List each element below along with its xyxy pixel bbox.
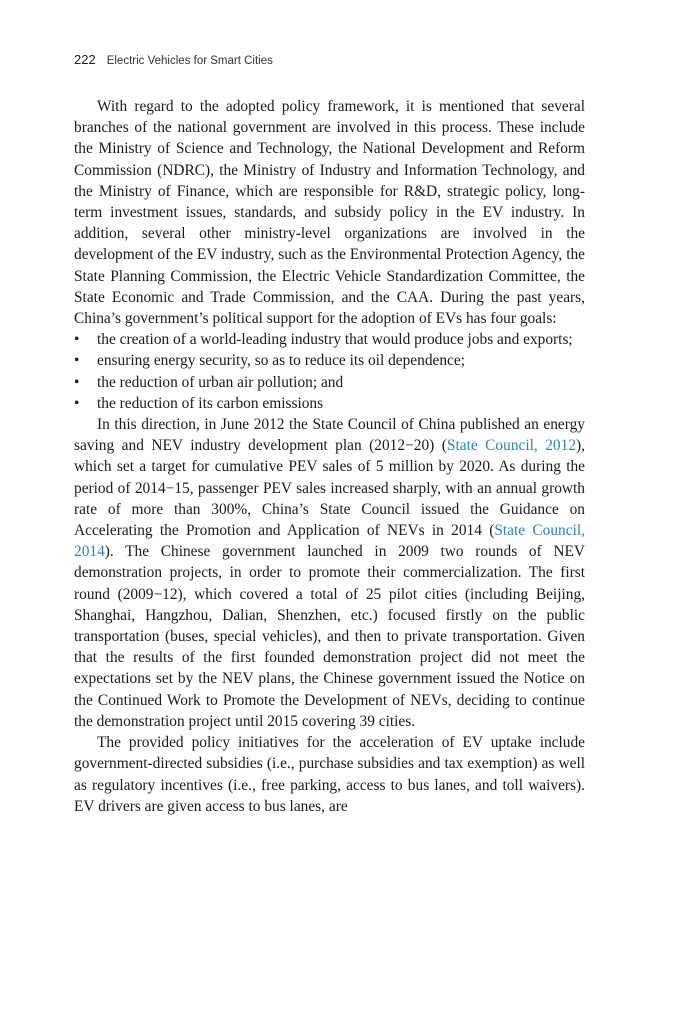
citation-link-state-council-2012[interactable]: State Council, 2012	[446, 437, 577, 455]
bullet-icon: •	[74, 352, 80, 370]
running-header	[74, 52, 273, 68]
list-item	[74, 393, 585, 414]
list-item	[74, 329, 585, 350]
bullet-icon: •	[74, 331, 80, 349]
paragraph-text: In this direction, in June 2012 the State Council of China published an energy saving and NEV industry development plan (2012−20) (	[74, 416, 585, 455]
goal-text: ensuring energy security, so as to reduce its oil dependence;	[97, 352, 465, 370]
body-text	[74, 96, 585, 817]
goal-text: the creation of a world-leading industry that would produce jobs and exports;	[97, 331, 573, 349]
list-item	[74, 372, 585, 393]
paragraph-state-council	[74, 414, 585, 732]
goal-text: the reduction of urban air pollution; and	[97, 373, 344, 391]
bullet-icon: •	[74, 394, 80, 412]
list-item	[74, 350, 585, 371]
paragraph-policy-framework: With regard to the adopted policy framework, it is mentioned that several branches of the national government are involved in this process. These include the Ministry of Science and Technology, the National Development and Reform Commission (NDRC), the Ministry of Industry and Information Technology, and the Ministry of Finance, which are responsible for R&D, strategic policy, long-term investment issues, standards, and subsidy policy in the EV industry. In addition, several other ministry-level organizations are involved in the development of the EV industry, such as the Environmental Protection Agency, the State Planning Commission, the Electric Vehicle Standardization Committee, the State Economic and Trade Commission, and the CAA. During the past years, China’s government’s political support for the adoption of EVs has four goals:	[74, 98, 585, 328]
goals-list	[74, 329, 585, 414]
paragraph-policy-initiatives: The provided policy initiatives for the acceleration of EV uptake include government-directed subsidies (i.e., purchase subsidies and tax exemption) as well as regulatory incentives (i.e., free parking, access to bus lanes, and toll waivers). EV drivers are given access to bus lanes, are	[74, 734, 585, 815]
page-number: 222	[74, 52, 96, 67]
goal-text: the reduction of its carbon emissions	[97, 394, 324, 412]
citation-link-state-council-2014[interactable]: State Council, 2014	[74, 522, 585, 561]
paragraph-text: ), which set a target for cumulative PEV sales of 5 million by 2020. As during the period of 2014−15, passenger PEV sales increased sharply, with an annual growth rate of more than 300%, China’s State Council issued the Guidance on Accelerating the Promotion and Application of NEVs in 2014 (	[74, 437, 585, 540]
running-title: Electric Vehicles for Smart Cities	[106, 55, 273, 67]
bullet-icon: •	[74, 373, 80, 391]
paragraph-text: ). The Chinese government launched in 2009 two rounds of NEV demonstration projects, in order to promote their commercialization. The first round (2009−12), which covered a total of 25 pilot cities (including Beijing, Shanghai, Hangzhou, Dalian, Shenzhen, etc.) focused firstly on the public transportation (buses, special vehicles), and then to private transportation. Given that the results of the first founded demonstration project did not meet the expectations set by the NEV plans, the Chinese government issued the Notice on the Continued Work to Promote the Development of NEVs, deciding to continue the demonstration project until 2015 covering 39 cities.	[74, 543, 585, 730]
